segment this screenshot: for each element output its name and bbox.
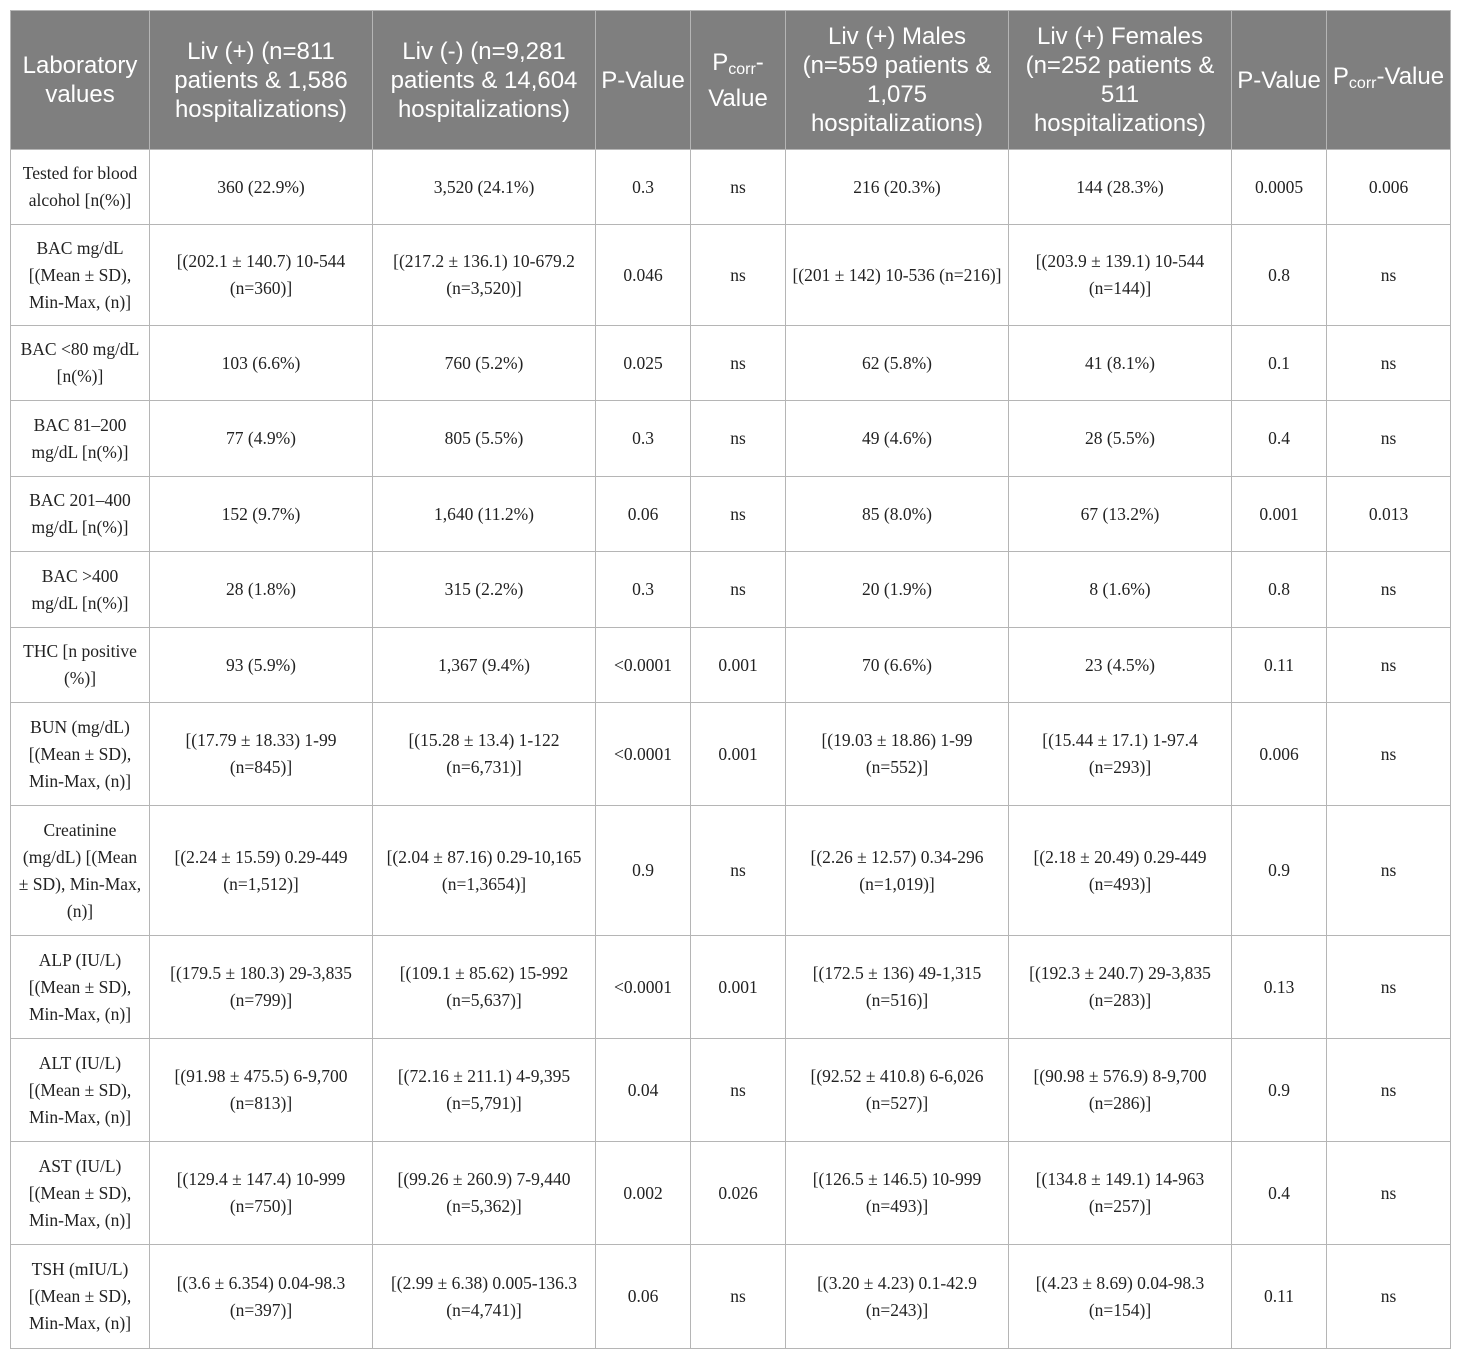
table-row: [11, 806, 1451, 936]
cell-pcorr-value-sex: ns: [1327, 1142, 1451, 1245]
cell-p-value: 0.046: [596, 225, 691, 326]
cell-p-value-sex: 0.4: [1232, 1142, 1327, 1245]
cell-pcorr-value: 0.001: [691, 703, 786, 806]
cell-liv-negative: 1,640 (11.2%): [373, 477, 596, 552]
header-p-value: P-Value: [596, 11, 691, 150]
cell-males: [(92.52 ± 410.8) 6-6,026 (n=527)]: [786, 1039, 1009, 1142]
cell-p-value: <0.0001: [596, 936, 691, 1039]
cell-laboratory-value: TSH (mIU/L) [(Mean ± SD), Min-Max, (n)]: [11, 1245, 150, 1349]
cell-p-value-sex: 0.0005: [1232, 150, 1327, 225]
cell-p-value: <0.0001: [596, 628, 691, 703]
cell-pcorr-value-sex: ns: [1327, 1245, 1451, 1349]
cell-p-value-sex: 0.13: [1232, 936, 1327, 1039]
cell-laboratory-value: Creatinine (mg/dL) [(Mean ± SD), Min-Max, (n)]: [11, 806, 150, 936]
cell-liv-negative: 805 (5.5%): [373, 401, 596, 477]
cell-laboratory-value: BAC mg/dL [(Mean ± SD), Min-Max, (n)]: [11, 225, 150, 326]
cell-females: [(192.3 ± 240.7) 29-3,835 (n=283)]: [1009, 936, 1232, 1039]
table-row: [11, 1142, 1451, 1245]
header-row: [11, 11, 1451, 150]
cell-liv-negative: [(2.99 ± 6.38) 0.005-136.3 (n=4,741)]: [373, 1245, 596, 1349]
cell-pcorr-value-sex: ns: [1327, 806, 1451, 936]
table-body: [11, 150, 1451, 1349]
cell-females: 23 (4.5%): [1009, 628, 1232, 703]
cell-males: [(201 ± 142) 10-536 (n=216)]: [786, 225, 1009, 326]
cell-p-value-sex: 0.1: [1232, 326, 1327, 401]
table-row: [11, 1039, 1451, 1142]
cell-liv-negative: [(15.28 ± 13.4) 1-122 (n=6,731)]: [373, 703, 596, 806]
cell-males: [(126.5 ± 146.5) 10-999 (n=493)]: [786, 1142, 1009, 1245]
cell-females: 144 (28.3%): [1009, 150, 1232, 225]
cell-males: 49 (4.6%): [786, 401, 1009, 477]
header-pcorr-value: [691, 11, 786, 150]
cell-males: 85 (8.0%): [786, 477, 1009, 552]
cell-liv-positive: 360 (22.9%): [150, 150, 373, 225]
table-row: [11, 225, 1451, 326]
cell-p-value: 0.9: [596, 806, 691, 936]
cell-females: 8 (1.6%): [1009, 552, 1232, 628]
cell-liv-positive: [(91.98 ± 475.5) 6-9,700 (n=813)]: [150, 1039, 373, 1142]
cell-pcorr-value: ns: [691, 477, 786, 552]
cell-pcorr-value-sex: ns: [1327, 552, 1451, 628]
cell-females: 41 (8.1%): [1009, 326, 1232, 401]
cell-males: [(19.03 ± 18.86) 1-99 (n=552)]: [786, 703, 1009, 806]
header-liv-positive: Liv (+) (n=811 patients & 1,586 hospitalizations): [150, 11, 373, 150]
cell-pcorr-value-sex: 0.006: [1327, 150, 1451, 225]
cell-p-value-sex: 0.11: [1232, 1245, 1327, 1349]
cell-pcorr-value-sex: ns: [1327, 1039, 1451, 1142]
header-liv-negative: Liv (-) (n=9,281 patients & 14,604 hospitalizations): [373, 11, 596, 150]
cell-laboratory-value: BAC <80 mg/dL [n(%)]: [11, 326, 150, 401]
cell-liv-positive: 152 (9.7%): [150, 477, 373, 552]
cell-p-value: 0.06: [596, 477, 691, 552]
pcorr-p: P: [1332, 63, 1349, 90]
cell-laboratory-value: AST (IU/L) [(Mean ± SD), Min-Max, (n)]: [11, 1142, 150, 1245]
cell-liv-positive: [(2.24 ± 15.59) 0.29-449 (n=1,512)]: [150, 806, 373, 936]
cell-p-value: 0.002: [596, 1142, 691, 1245]
cell-p-value: 0.04: [596, 1039, 691, 1142]
cell-p-value: 0.06: [596, 1245, 691, 1349]
pcorr-subscript: corr: [1348, 75, 1377, 92]
cell-females: [(4.23 ± 8.69) 0.04-98.3 (n=154)]: [1009, 1245, 1232, 1349]
cell-pcorr-value: ns: [691, 150, 786, 225]
cell-pcorr-value-sex: ns: [1327, 936, 1451, 1039]
cell-females: [(134.8 ± 149.1) 14-963 (n=257)]: [1009, 1142, 1232, 1245]
cell-pcorr-value: ns: [691, 225, 786, 326]
pcorr-suffix: -Value: [708, 48, 768, 112]
cell-liv-positive: [(202.1 ± 140.7) 10-544 (n=360)]: [150, 225, 373, 326]
cell-liv-positive: [(3.6 ± 6.354) 0.04-98.3 (n=397)]: [150, 1245, 373, 1349]
cell-liv-negative: [(109.1 ± 85.62) 15-992 (n=5,637)]: [373, 936, 596, 1039]
cell-females: [(203.9 ± 139.1) 10-544 (n=144)]: [1009, 225, 1232, 326]
cell-p-value: 0.3: [596, 401, 691, 477]
cell-pcorr-value: ns: [691, 326, 786, 401]
cell-laboratory-value: ALT (IU/L) [(Mean ± SD), Min-Max, (n)]: [11, 1039, 150, 1142]
cell-males: 70 (6.6%): [786, 628, 1009, 703]
table-row: [11, 936, 1451, 1039]
pcorr-suffix: -Value: [1376, 63, 1445, 90]
table-row: [11, 150, 1451, 225]
cell-pcorr-value-sex: ns: [1327, 326, 1451, 401]
cell-liv-negative: 1,367 (9.4%): [373, 628, 596, 703]
cell-liv-negative: 315 (2.2%): [373, 552, 596, 628]
cell-p-value-sex: 0.9: [1232, 1039, 1327, 1142]
cell-pcorr-value-sex: ns: [1327, 703, 1451, 806]
cell-females: 28 (5.5%): [1009, 401, 1232, 477]
cell-laboratory-value: BAC 201–400 mg/dL [n(%)]: [11, 477, 150, 552]
table-row: [11, 477, 1451, 552]
cell-p-value: 0.3: [596, 552, 691, 628]
cell-p-value: 0.025: [596, 326, 691, 401]
cell-pcorr-value-sex: ns: [1327, 225, 1451, 326]
cell-males: 20 (1.9%): [786, 552, 1009, 628]
cell-laboratory-value: BAC >400 mg/dL [n(%)]: [11, 552, 150, 628]
cell-liv-negative: [(99.26 ± 260.9) 7-9,440 (n=5,362)]: [373, 1142, 596, 1245]
cell-males: [(3.20 ± 4.23) 0.1-42.9 (n=243)]: [786, 1245, 1009, 1349]
cell-p-value-sex: 0.9: [1232, 806, 1327, 936]
cell-liv-negative: 760 (5.2%): [373, 326, 596, 401]
lab-values-table: [10, 10, 1451, 1349]
cell-liv-positive: [(17.79 ± 18.33) 1-99 (n=845)]: [150, 703, 373, 806]
cell-laboratory-value: ALP (IU/L) [(Mean ± SD), Min-Max, (n)]: [11, 936, 150, 1039]
cell-males: [(2.26 ± 12.57) 0.34-296 (n=1,019)]: [786, 806, 1009, 936]
pcorr-subscript: corr: [728, 60, 756, 78]
cell-females: [(15.44 ± 17.1) 1-97.4 (n=293)]: [1009, 703, 1232, 806]
cell-females: [(90.98 ± 576.9) 8-9,700 (n=286)]: [1009, 1039, 1232, 1142]
cell-liv-positive: 93 (5.9%): [150, 628, 373, 703]
cell-p-value: <0.0001: [596, 703, 691, 806]
cell-liv-negative: [(2.04 ± 87.16) 0.29-10,165 (n=1,3654)]: [373, 806, 596, 936]
pcorr-p: P: [712, 48, 729, 76]
header-liv-positive-males: Liv (+) Males (n=559 patients & 1,075 hospitalizations): [786, 11, 1009, 150]
header-laboratory-values: Laboratory values: [11, 11, 150, 150]
table-row: [11, 326, 1451, 401]
cell-p-value-sex: 0.11: [1232, 628, 1327, 703]
cell-laboratory-value: Tested for blood alcohol [n(%)]: [11, 150, 150, 225]
header-liv-positive-females: Liv (+) Females (n=252 patients & 511 hospitalizations): [1009, 11, 1232, 150]
table-row: [11, 703, 1451, 806]
cell-pcorr-value-sex: ns: [1327, 628, 1451, 703]
cell-pcorr-value: ns: [691, 1245, 786, 1349]
cell-liv-negative: [(217.2 ± 136.1) 10-679.2 (n=3,520)]: [373, 225, 596, 326]
cell-p-value-sex: 0.006: [1232, 703, 1327, 806]
cell-females: [(2.18 ± 20.49) 0.29-449 (n=493)]: [1009, 806, 1232, 936]
cell-pcorr-value: 0.001: [691, 936, 786, 1039]
cell-pcorr-value-sex: 0.013: [1327, 477, 1451, 552]
cell-pcorr-value: 0.026: [691, 1142, 786, 1245]
table-row: [11, 628, 1451, 703]
header-p-value-sex: P-Value: [1232, 11, 1327, 150]
header-pcorr-value-sex: [1327, 11, 1451, 150]
cell-liv-negative: 3,520 (24.1%): [373, 150, 596, 225]
cell-pcorr-value: ns: [691, 806, 786, 936]
cell-pcorr-value: 0.001: [691, 628, 786, 703]
cell-males: [(172.5 ± 136) 49-1,315 (n=516)]: [786, 936, 1009, 1039]
cell-laboratory-value: BUN (mg/dL) [(Mean ± SD), Min-Max, (n)]: [11, 703, 150, 806]
cell-laboratory-value: BAC 81–200 mg/dL [n(%)]: [11, 401, 150, 477]
cell-liv-negative: [(72.16 ± 211.1) 4-9,395 (n=5,791)]: [373, 1039, 596, 1142]
cell-liv-positive: 77 (4.9%): [150, 401, 373, 477]
cell-liv-positive: [(179.5 ± 180.3) 29-3,835 (n=799)]: [150, 936, 373, 1039]
table-row: [11, 401, 1451, 477]
cell-pcorr-value: ns: [691, 552, 786, 628]
cell-laboratory-value: THC [n positive (%)]: [11, 628, 150, 703]
cell-females: 67 (13.2%): [1009, 477, 1232, 552]
cell-pcorr-value: ns: [691, 1039, 786, 1142]
cell-p-value-sex: 0.8: [1232, 552, 1327, 628]
table-row: [11, 552, 1451, 628]
cell-liv-positive: [(129.4 ± 147.4) 10-999 (n=750)]: [150, 1142, 373, 1245]
cell-liv-positive: 103 (6.6%): [150, 326, 373, 401]
table-row: [11, 1245, 1451, 1349]
cell-p-value-sex: 0.4: [1232, 401, 1327, 477]
cell-males: 216 (20.3%): [786, 150, 1009, 225]
cell-pcorr-value: ns: [691, 401, 786, 477]
cell-p-value-sex: 0.001: [1232, 477, 1327, 552]
cell-p-value: 0.3: [596, 150, 691, 225]
cell-pcorr-value-sex: ns: [1327, 401, 1451, 477]
cell-p-value-sex: 0.8: [1232, 225, 1327, 326]
cell-males: 62 (5.8%): [786, 326, 1009, 401]
cell-liv-positive: 28 (1.8%): [150, 552, 373, 628]
